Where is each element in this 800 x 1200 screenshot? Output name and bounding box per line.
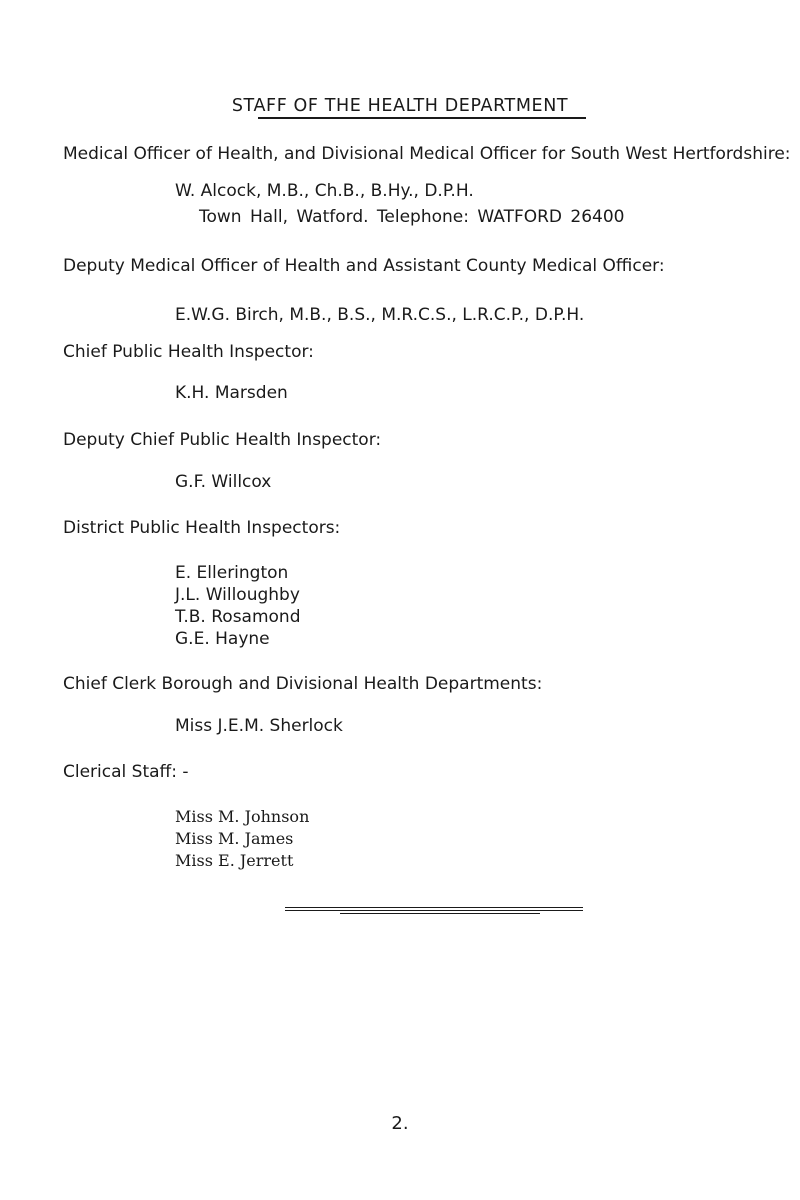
- end-rule: [285, 910, 583, 911]
- clerical-name: Miss M. Johnson: [175, 807, 310, 826]
- chief-phi-name: K.H. Marsden: [175, 383, 288, 403]
- deputy-chief-phi-name: G.F. Willcox: [175, 472, 272, 492]
- district-phi-name: J.L. Willoughby: [175, 585, 300, 605]
- page-number: 2.: [391, 1113, 409, 1134]
- chief-clerk-name: Miss J.E.M. Sherlock: [175, 716, 343, 736]
- moh-name: W. Alcock, M.B., Ch.B., B.Hy., D.P.H.: [175, 181, 474, 201]
- deputy-moh-name: E.W.G. Birch, M.B., B.S., M.R.C.S., L.R.C.P., D.P.H.: [175, 305, 585, 325]
- end-rule: [340, 913, 540, 914]
- district-phi-name: T.B. Rosamond: [175, 607, 301, 627]
- district-phi-name: G.E. Hayne: [175, 629, 270, 649]
- deputy-moh-heading: Deputy Medical Officer of Health and Assistant County Medical Officer:: [63, 256, 665, 276]
- document-title: STAFF OF THE HEALTH DEPARTMENT: [231, 96, 569, 116]
- deputy-chief-phi-heading: Deputy Chief Public Health Inspector:: [63, 430, 382, 450]
- chief-clerk-heading: Chief Clerk Borough and Divisional Health Departments:: [63, 674, 543, 694]
- district-phi-name: E. Ellerington: [175, 563, 289, 583]
- title-underline: [258, 117, 586, 119]
- moh-address: Town Hall, Watford. Telephone: WATFORD 26400: [199, 207, 625, 227]
- clerical-name: Miss E. Jerrett: [175, 851, 294, 870]
- district-phi-heading: District Public Health Inspectors:: [63, 518, 341, 538]
- moh-heading: Medical Officer of Health, and Divisional Medical Officer for South West Hertfordshire:: [63, 144, 791, 164]
- clerical-name: Miss M. James: [175, 829, 294, 848]
- clerical-heading: Clerical Staff: -: [63, 762, 189, 782]
- end-rule: [285, 907, 583, 908]
- chief-phi-heading: Chief Public Health Inspector:: [63, 342, 314, 362]
